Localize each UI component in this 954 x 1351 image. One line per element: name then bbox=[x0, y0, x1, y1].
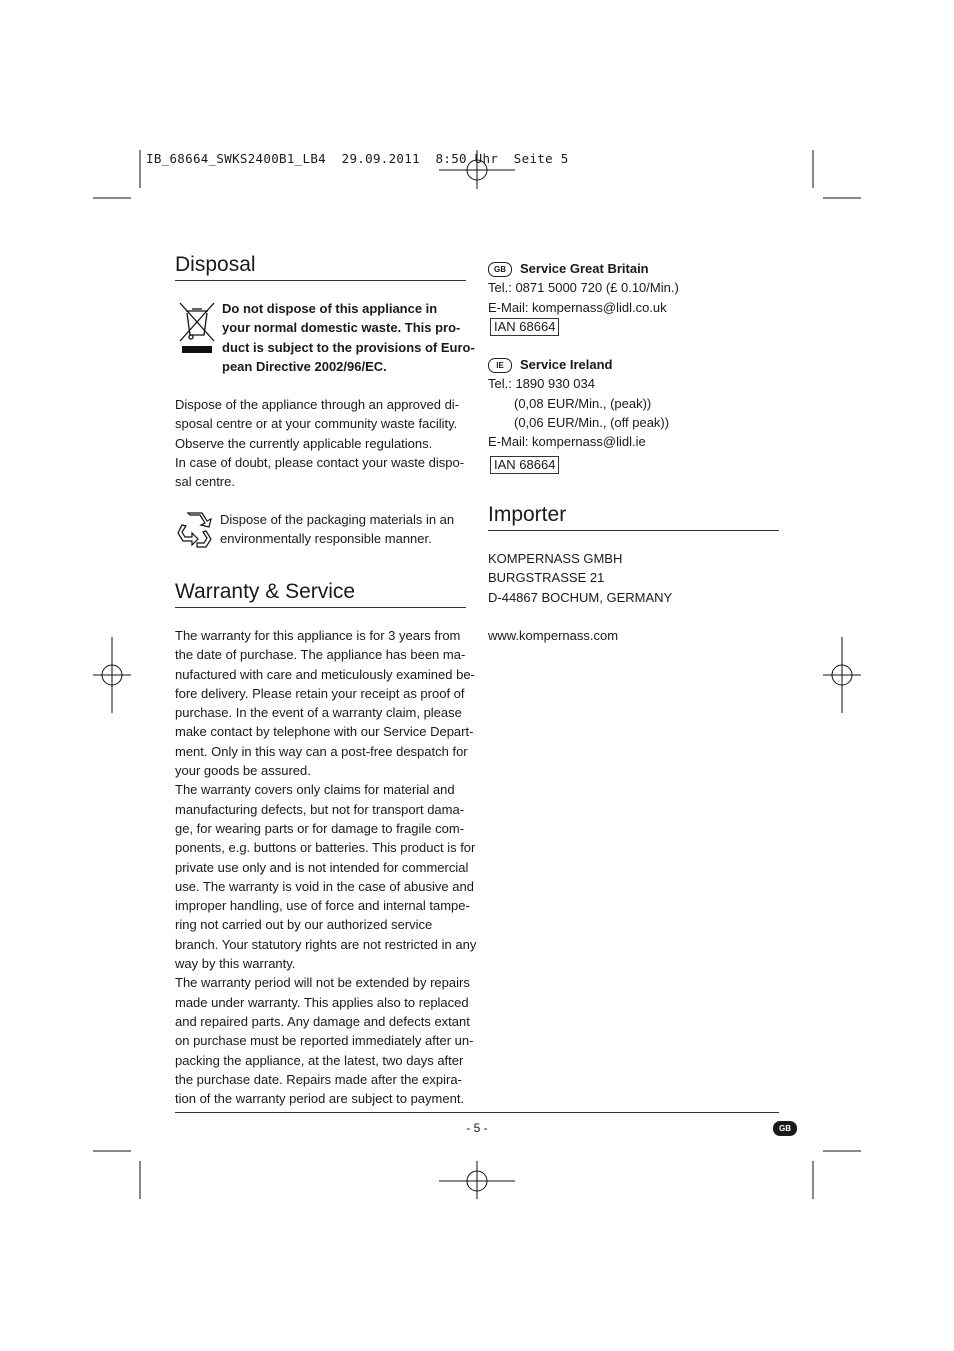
packaging-line: Dispose of the packaging materials in an bbox=[220, 512, 455, 527]
disposal-warning bbox=[222, 299, 475, 376]
service-ie-rate-offpeak: (0,06 EUR/Min., (off peak)) bbox=[514, 414, 670, 430]
left-column bbox=[175, 253, 466, 281]
disposal-warning-line: duct is subject to the provisions of Euro- bbox=[222, 339, 475, 355]
service-ie-rate-peak: (0,08 EUR/Min., (peak)) bbox=[514, 395, 652, 411]
warranty-line: The warranty period will not be extended by repairs bbox=[175, 975, 470, 991]
disposal-body-line: In case of doubt, please contact your waste dispo- bbox=[175, 454, 465, 470]
warranty-section bbox=[175, 580, 466, 608]
warranty-line: tion of the warranty period are subject to payment. bbox=[175, 1091, 465, 1107]
disposal-body bbox=[175, 395, 466, 491]
warranty-line: ment. Only in this way can a post-free despatch for bbox=[175, 743, 468, 759]
importer-city: D-44867 BOCHUM, GERMANY bbox=[488, 589, 673, 605]
warranty-line: manufacturing defects, but not for transport dama- bbox=[175, 801, 465, 817]
disposal-heading: Disposal bbox=[175, 253, 466, 281]
service-great-britain bbox=[488, 259, 779, 336]
warranty-line: fore delivery. Please retain your receipt as proof of bbox=[175, 685, 465, 701]
service-gb-ian-row bbox=[488, 317, 779, 336]
warranty-line: private use only and is not intended for commercial bbox=[175, 859, 469, 875]
importer-company: KOMPERNASS GMBH bbox=[488, 551, 623, 566]
importer-address bbox=[488, 549, 779, 645]
warranty-line: made under warranty. This applies also to replaced bbox=[175, 994, 469, 1010]
crossed-out-wheelie-bin-icon bbox=[178, 301, 216, 355]
warranty-line: The warranty for this appliance is for 3 years from bbox=[175, 628, 461, 643]
footer-rule bbox=[175, 1112, 779, 1113]
disposal-body-line: sal centre. bbox=[175, 474, 235, 490]
warranty-line: ring not carried out by our authorized service bbox=[175, 917, 433, 933]
service-ie-tel: Tel.: 1890 930 034 bbox=[488, 376, 595, 392]
disposal-body-line: Observe the currently applicable regulations. bbox=[175, 435, 433, 451]
disposal-warning-line: Do not dispose of this appliance in bbox=[222, 301, 438, 316]
importer-street: BURGSTRASSE 21 bbox=[488, 570, 605, 586]
warranty-line: your goods be assured. bbox=[175, 763, 311, 779]
warranty-line: branch. Your statutory rights are not restricted in any bbox=[175, 936, 477, 952]
warranty-line: and repaired parts. Any damage and defects extant bbox=[175, 1013, 470, 1029]
warranty-line: on purchase must be reported immediately after un- bbox=[175, 1033, 474, 1049]
service-ie-ian: IAN 68664 bbox=[490, 456, 559, 474]
country-badge-ie: IE bbox=[488, 358, 512, 373]
importer-website: www.kompernass.com bbox=[488, 627, 619, 643]
disposal-warning-line: your normal domestic waste. This pro- bbox=[222, 320, 461, 336]
warranty-line: packing the appliance, at the latest, two days after bbox=[175, 1052, 464, 1068]
warranty-line: The warranty covers only claims for material and bbox=[175, 782, 455, 798]
importer-section bbox=[488, 503, 779, 531]
page-number: - 5 - bbox=[466, 1121, 488, 1135]
service-ie-title-row bbox=[488, 355, 779, 374]
warranty-line: way by this warranty. bbox=[175, 956, 296, 972]
country-badge-footer: GB bbox=[773, 1121, 797, 1136]
warranty-line: ponents, e.g. buttons or batteries. This product is for bbox=[175, 840, 476, 856]
service-gb-title-row bbox=[488, 259, 779, 278]
recycling-icon bbox=[176, 511, 214, 549]
service-ie-email: E-Mail: kompernass@lidl.ie bbox=[488, 434, 646, 450]
country-badge-gb: GB bbox=[488, 262, 512, 277]
warranty-line: improper handling, use of force and internal tampe- bbox=[175, 898, 470, 914]
warranty-line: purchase. In the event of a warranty claim, please bbox=[175, 705, 462, 721]
disposal-warning-line: pean Directive 2002/96/EC. bbox=[222, 358, 387, 374]
disposal-body-line: sposal centre or at your community waste facility. bbox=[175, 416, 458, 432]
service-gb-tel: Tel.: 0871 5000 720 (£ 0.10/Min.) bbox=[488, 280, 679, 296]
warranty-line: the purchase date. Repairs made after the expira- bbox=[175, 1071, 462, 1087]
warranty-line: the date of purchase. The appliance has been ma- bbox=[175, 647, 466, 663]
warranty-line: nufactured with care and meticulously examined be- bbox=[175, 666, 475, 682]
service-ireland bbox=[488, 355, 779, 475]
warranty-line: use. The warranty is void in the case of abusive and bbox=[175, 878, 474, 894]
service-gb-ian: IAN 68664 bbox=[490, 318, 559, 336]
importer-heading: Importer bbox=[488, 503, 779, 531]
warranty-line: make contact by telephone with our Service Depart- bbox=[175, 724, 474, 740]
service-ie-ian-row bbox=[488, 455, 779, 474]
warranty-body bbox=[175, 626, 477, 1108]
warranty-line: ge, for wearing parts or for damage to fragile com- bbox=[175, 820, 465, 836]
packaging-note bbox=[220, 510, 467, 549]
service-gb-title: Service Great Britain bbox=[520, 261, 649, 276]
service-gb-email: E-Mail: kompernass@lidl.co.uk bbox=[488, 299, 667, 315]
warranty-heading: Warranty & Service bbox=[175, 580, 466, 608]
packaging-line: environmentally responsible manner. bbox=[220, 531, 432, 547]
print-slug: IB_68664_SWKS2400B1_LB4 29.09.2011 8:50 Uhr Seite 5 bbox=[146, 151, 569, 166]
service-ie-title: Service Ireland bbox=[520, 357, 613, 372]
disposal-body-line: Dispose of the appliance through an approved di- bbox=[175, 397, 460, 412]
